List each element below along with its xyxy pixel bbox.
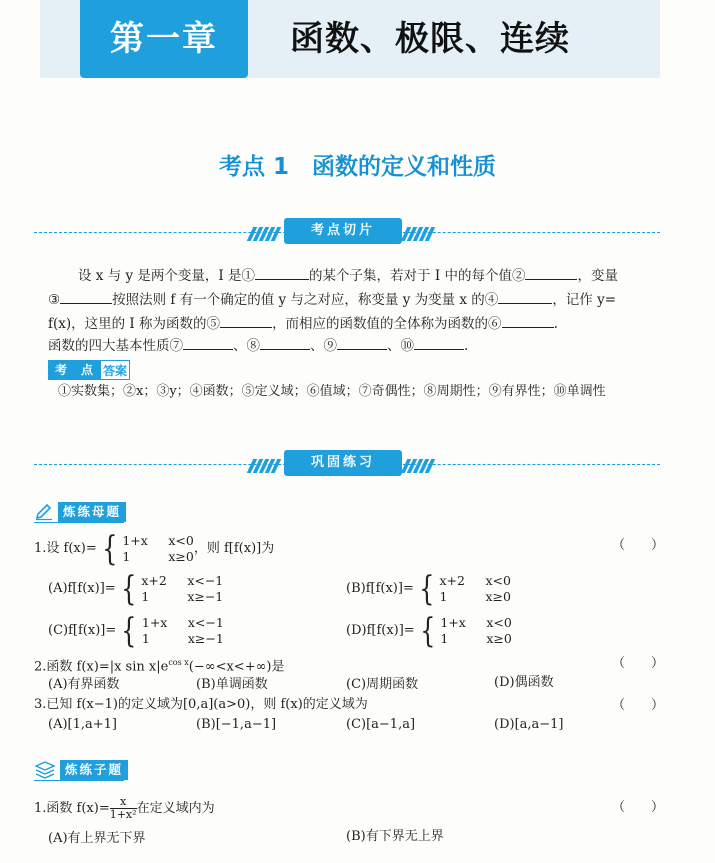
answer-tag: 考 点 答案 — [48, 360, 130, 380]
answer-paren-2: （ ） — [612, 656, 665, 671]
para-line-2: ③ 按照法则 f 有一个确定的值 y 与之对应，称变量 y 为变量 x 的④ ，记作 y= — [48, 288, 616, 312]
section-label-gonggu: 巩固练习 — [284, 450, 402, 476]
mother-heading: 炼练母题 — [34, 502, 126, 522]
child-question-1: 1.函数 f(x)= $\frac{x}{\text{1+x²}}$ 在定义域内为 — [34, 795, 215, 821]
q1-option-d: (D)f[f(x)]= { 1+x x<0 1 x≥0 — [346, 611, 512, 651]
book-stack-icon — [34, 761, 56, 779]
q2-option-a: (A)有界函数 — [48, 677, 120, 692]
q2-option-d: (D)偶函数 — [494, 675, 554, 690]
blank-2 — [525, 265, 577, 280]
q1-option-c: (C)f[f(x)]= { 1+x x<−1 1 x≥−1 — [48, 611, 224, 651]
q1-piecewise: 1+x x<0 1 x≥0 — [122, 533, 194, 564]
answer-paren-1: （ ） — [612, 538, 665, 553]
question-1: 1.设 f(x)= { 1+x x<0 1 x≥0 ，则 f[f(x)]为 — [34, 529, 275, 569]
section-label-kaodian: 考点切片 — [284, 218, 402, 244]
blank-4 — [498, 289, 552, 304]
topic-title: 考点 1 函数的定义和性质 — [218, 154, 496, 180]
stripe-decoration-right — [404, 226, 434, 240]
q3-option-c: (C)[a−1,a] — [346, 717, 416, 732]
answer-paren-c1: （ ） — [612, 800, 665, 815]
q3-option-a: (A)[1,a+1] — [48, 717, 117, 732]
blank-3 — [60, 289, 112, 304]
stripe-decoration-left — [250, 226, 280, 240]
blank-1 — [255, 265, 309, 280]
c1-option-b: (B)有下界无上界 — [346, 829, 444, 844]
question-3: 3.已知 f(x−1)的定义域为[0,a](a>0)，则 f(x)的定义域为 — [34, 697, 368, 712]
question-2: 2.函数 f(x)=|x $\sin x|e^{cos x}(-\infty<x<+\infty)$是 — [34, 658, 285, 675]
answer-text: ①实数集；②x；③y；④函数；⑤定义域；⑥值域；⑦奇偶性；⑧周期性；⑨有界性；⑩单调性 — [58, 384, 606, 399]
chapter-label: 第一章 — [80, 0, 248, 78]
fraction: $\frac{x}{\text{1+x²}}$ — [109, 795, 137, 821]
c1-option-a: (A)有上界无下界 — [48, 831, 146, 846]
pencil-icon — [34, 503, 54, 521]
q3-option-b: (B)[−1,a−1] — [196, 717, 277, 732]
answer-paren-3: （ ） — [612, 698, 665, 713]
q1-option-a: (A)f[f(x)]= { x+2 x<−1 1 x≥−1 — [48, 569, 224, 609]
chapter-title: 函数、极限、连续 — [290, 19, 570, 59]
q1-option-b: (B)f[f(x)]= { x+2 x<0 1 x≥0 — [346, 569, 511, 609]
stripe-decoration-right-2 — [404, 458, 434, 472]
para-line-4: 函数的四大基本性质⑦ 、⑧ 、⑨ 、⑩ . — [48, 334, 468, 358]
stripe-decoration-left-2 — [250, 458, 280, 472]
q2-option-c: (C)周期函数 — [346, 677, 419, 692]
child-heading: 炼练子题 — [34, 760, 128, 780]
para-line-3: f(x)，这里的 I 称为函数的⑤ ，而相应的函数值的全体称为函数的⑥ . — [48, 312, 558, 336]
blank-6 — [502, 313, 554, 328]
para-line-1: 设 x 与 y 是两个变量，I 是① 的某个子集，若对于 I 中的每个值② ，变量 — [78, 264, 618, 288]
q3-option-d: (D)[a,a−1] — [494, 717, 564, 732]
q2-option-b: (B)单调函数 — [196, 677, 268, 692]
blank-5 — [220, 313, 272, 328]
